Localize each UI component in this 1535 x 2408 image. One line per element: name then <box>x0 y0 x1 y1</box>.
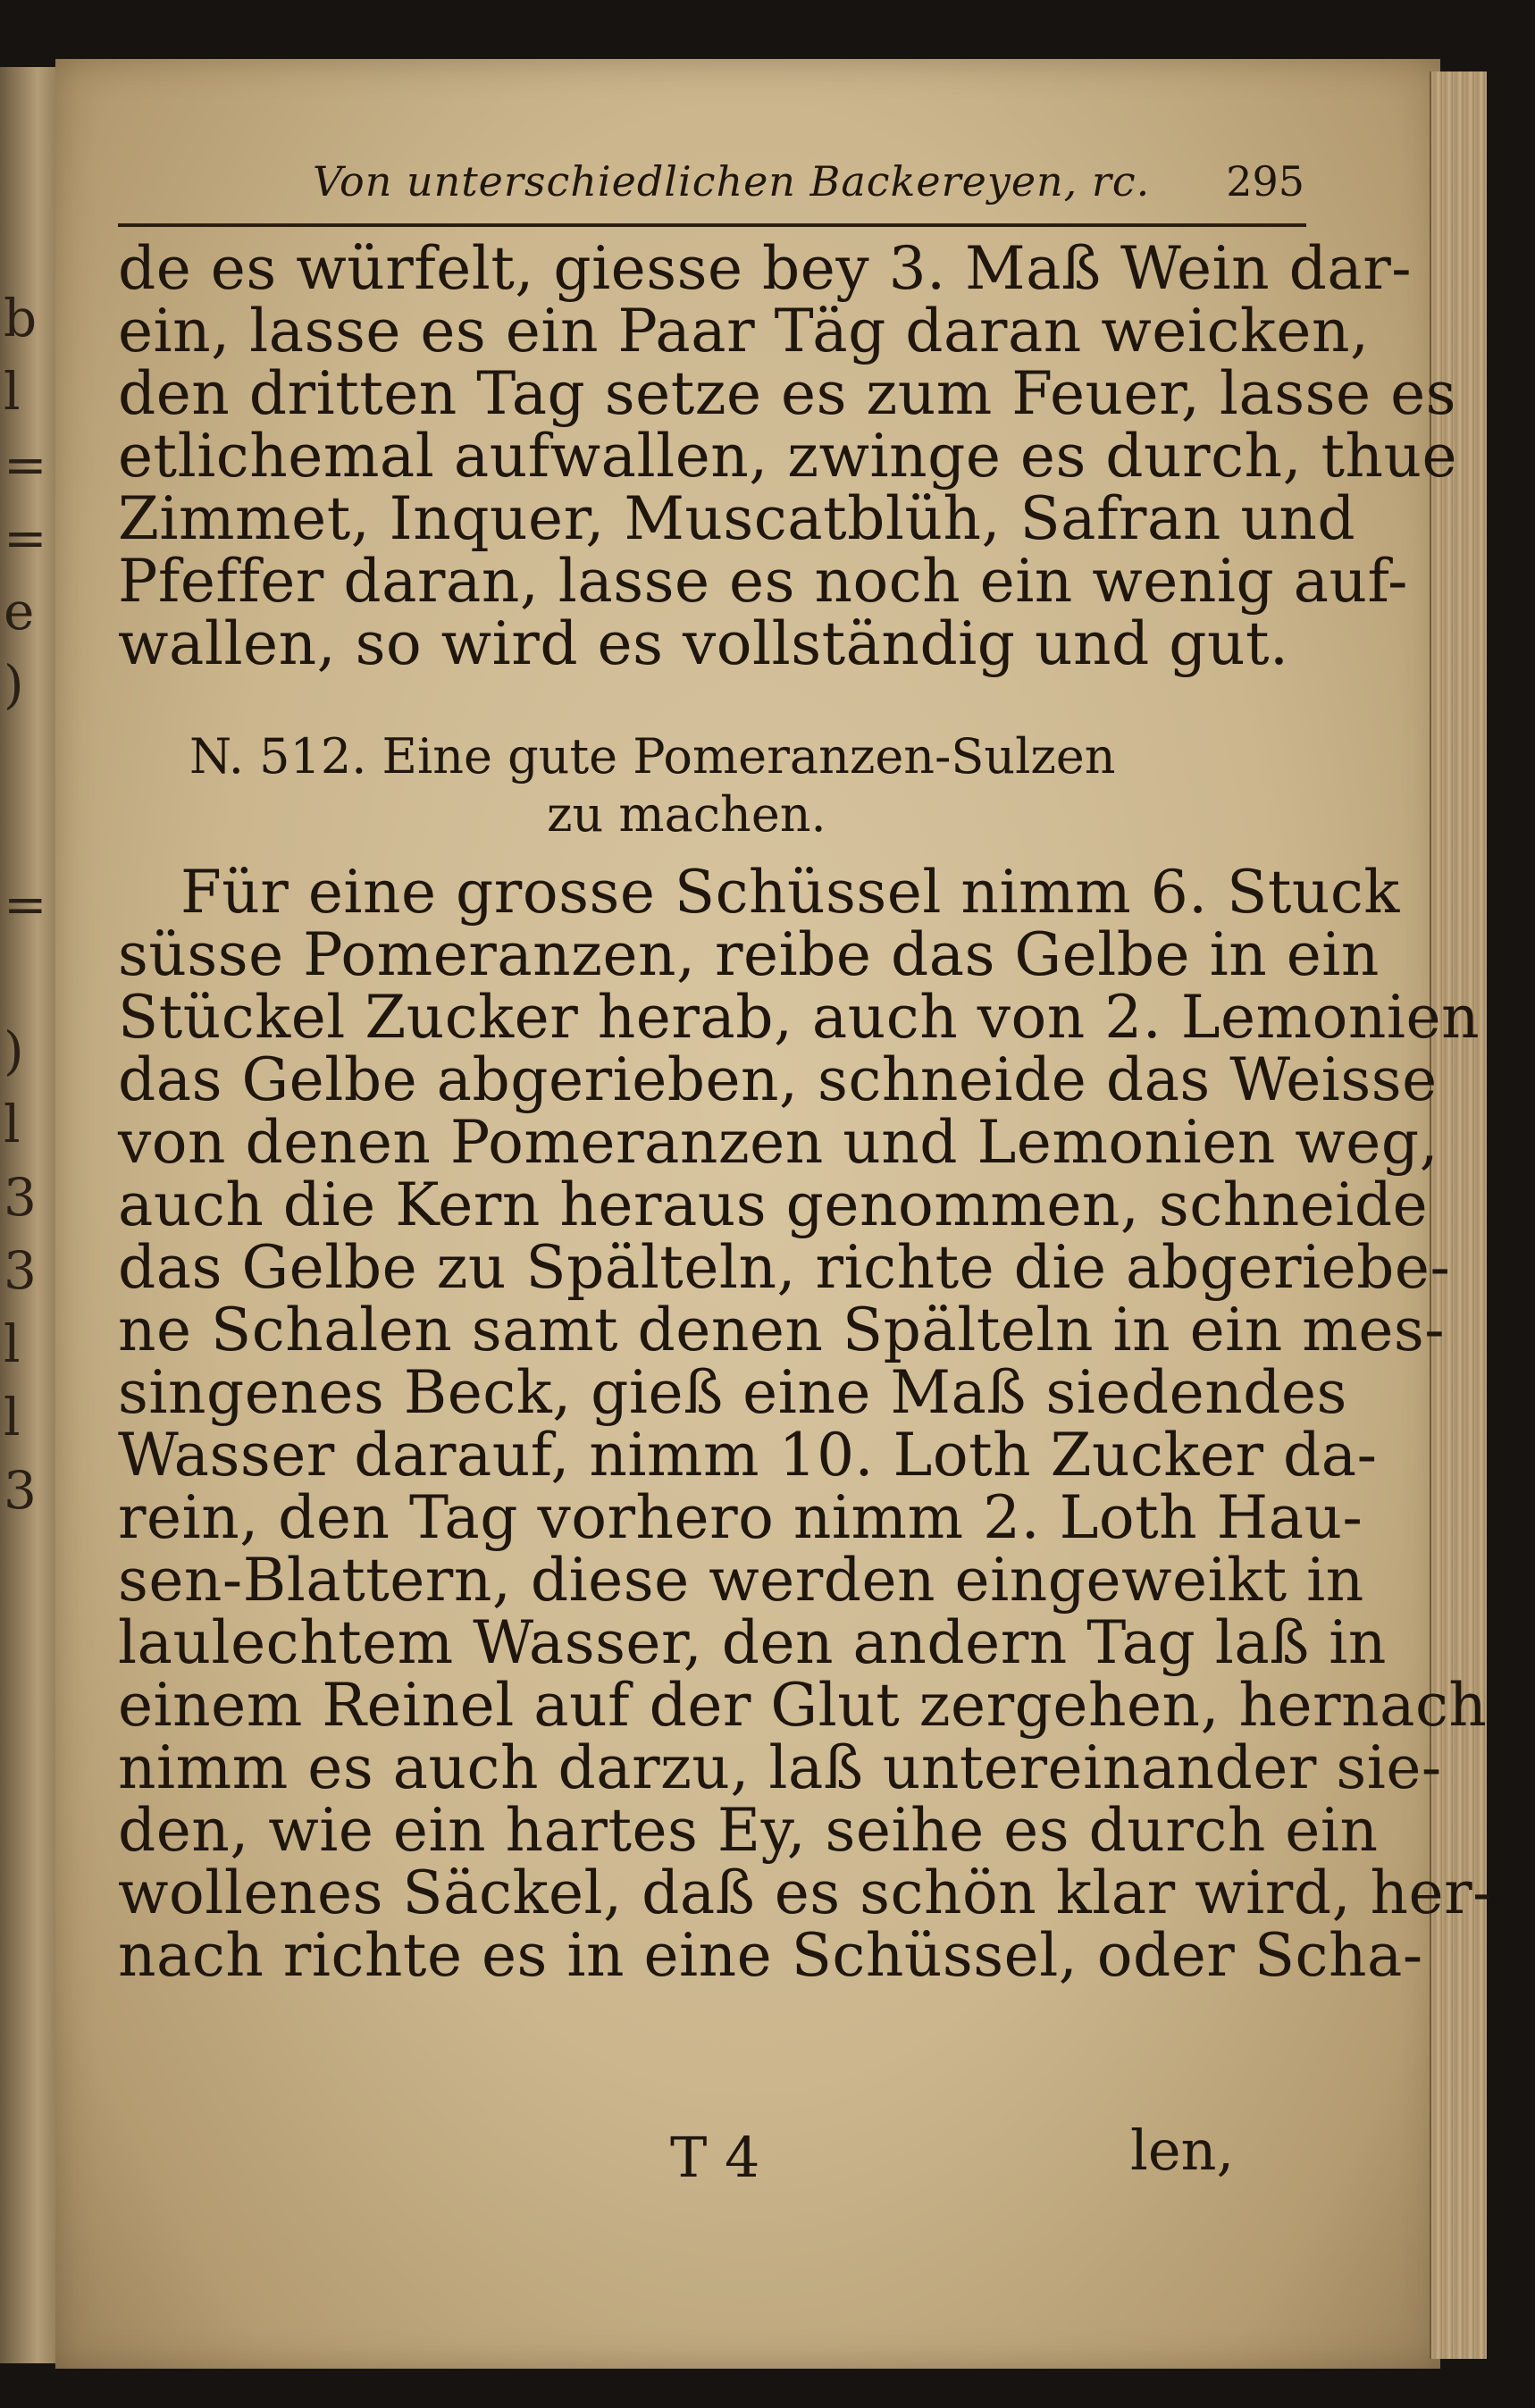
text-line: wollenes Säckel, daß es schön klar wird, her- <box>118 1858 1493 1927</box>
page-number: 295 <box>1226 157 1304 206</box>
text-line: süsse Pomeranzen, reibe das Gelbe in ein <box>118 920 1380 989</box>
left-page-fragments: b l = = e ) = ) l 3 3 l l 3 <box>4 288 47 1521</box>
text-line: Stückel Zucker herab, auch von 2. Lemonien <box>118 983 1480 1052</box>
catchword: len, <box>1130 2118 1235 2183</box>
signature-mark: T 4 <box>670 2125 760 2190</box>
running-head <box>277 157 1304 220</box>
text-line: von denen Pomeranzen und Lemonien weg, <box>118 1108 1439 1177</box>
text-line: wallen, so wird es vollständig und gut. <box>118 609 1289 678</box>
text-line: das Gelbe abgerieben, schneide das Weisse <box>118 1045 1438 1114</box>
text-line: Pfeffer daran, lasse es noch ein wenig auf- <box>118 547 1408 616</box>
text-line: ne Schalen samt denen Spälteln in ein mes- <box>118 1296 1446 1364</box>
text-line: Zimmet, Inquer, Muscatblüh, Safran und <box>118 484 1356 553</box>
text-line: sen-Blattern, diese werden eingeweikt in <box>118 1546 1364 1615</box>
text-line: rein, den Tag vorhero nimm 2. Loth Hau- <box>118 1483 1363 1552</box>
text-line: nach richte es in eine Schüssel, oder Scha- <box>118 1921 1423 1990</box>
section-heading: N. 512. Eine gute Pomeranzen-Sulzen <box>189 728 1116 784</box>
text-line: de es würfelt, giesse bey 3. Maß Wein dar- <box>118 234 1413 303</box>
running-head-title: Von unterschiedlichen Backereyen, rc. <box>313 157 1151 206</box>
text-line: ein, lasse es ein Paar Täg daran weicken, <box>118 297 1370 365</box>
text-line: etlichemal aufwallen, zwinge es durch, thue <box>118 422 1458 491</box>
text-line: das Gelbe zu Spälteln, richte die abgeriebe- <box>118 1233 1451 1302</box>
text-line: singenes Beck, gieß eine Maß siedendes <box>118 1358 1347 1427</box>
text-line: Für eine grosse Schüssel nimm 6. Stuck <box>180 858 1400 927</box>
section-heading-continuation: zu machen. <box>547 786 826 843</box>
text-line: auch die Kern heraus genommen, schneide <box>118 1170 1429 1239</box>
text-line: Wasser darauf, nimm 10. Loth Zucker da- <box>118 1421 1378 1489</box>
text-line: laulechtem Wasser, den andern Tag laß in <box>118 1608 1387 1677</box>
text-line: den, wie ein hartes Ey, seihe es durch ein <box>118 1796 1379 1865</box>
left-page-edge <box>0 67 63 2363</box>
text-line: nimm es auch darzu, laß untereinander sie- <box>118 1733 1442 1802</box>
text-line: einem Reinel auf der Glut zergehen, hernach <box>118 1671 1488 1740</box>
header-rule <box>118 223 1306 227</box>
text-line: den dritten Tag setze es zum Feuer, lasse es <box>118 359 1457 428</box>
